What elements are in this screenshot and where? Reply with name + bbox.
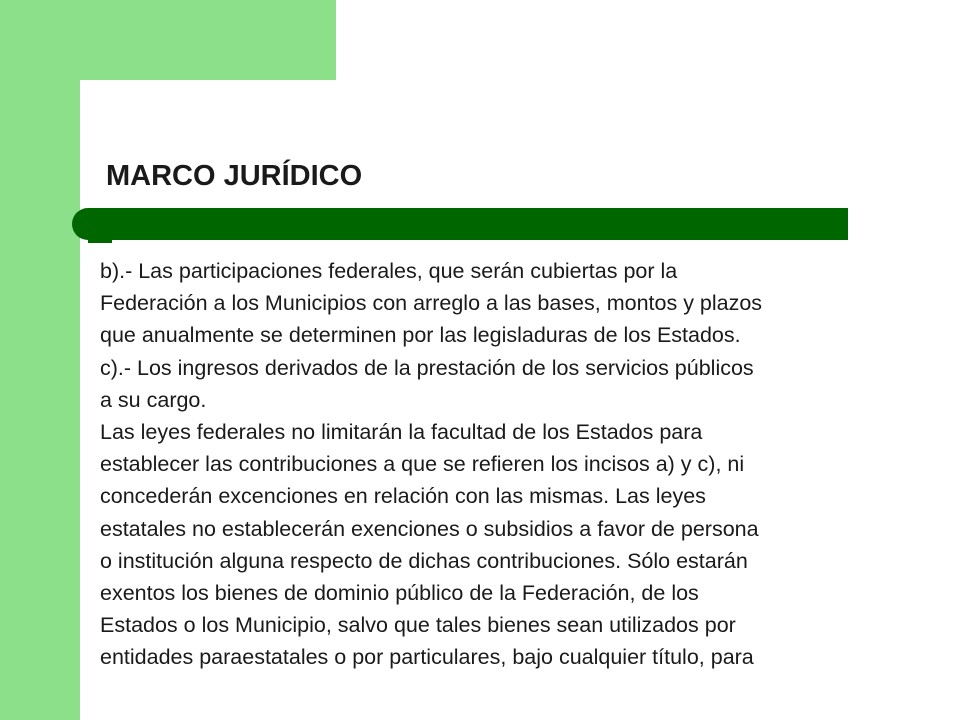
body-line: exentos los bienes de dominio público de la Federación, de los (100, 581, 699, 606)
body-line: a su cargo. (100, 387, 207, 412)
body-line: Las leyes federales no limitarán la facultad de los Estados para (100, 420, 703, 445)
body-line: Estados o los Municipio, salvo que tales bienes sean utilizados por (100, 613, 736, 638)
body-line: entidades paraestatales o por particulares, bajo cualquier título, para (100, 645, 754, 670)
body-line: c).- Los ingresos derivados de la prestación de los servicios públicos (100, 355, 754, 380)
body-line: o institución alguna respecto de dichas contribuciones. Sólo estarán (100, 548, 748, 573)
slide-body-text (100, 255, 930, 674)
body-line: estatales no establecerán exenciones o subsidios a favor de persona (100, 516, 759, 541)
slide-title: MARCO JURÍDICO (106, 160, 363, 192)
body-line: establecer las contribuciones a que se refieren los incisos a) y c), ni (100, 452, 745, 477)
decorative-green-left-strip (0, 0, 80, 720)
title-underline-notch (88, 240, 112, 243)
body-line: Federación a los Municipios con arreglo a las bases, montos y plazos (100, 291, 763, 316)
title-underline-bar (72, 208, 848, 240)
body-line: b).- Las participaciones federales, que serán cubiertas por la (100, 259, 678, 283)
body-line: que anualmente se determinen por las legisladuras de los Estados. (100, 323, 741, 348)
body-line: concederán excenciones en relación con las mismas. Las leyes (100, 484, 706, 509)
